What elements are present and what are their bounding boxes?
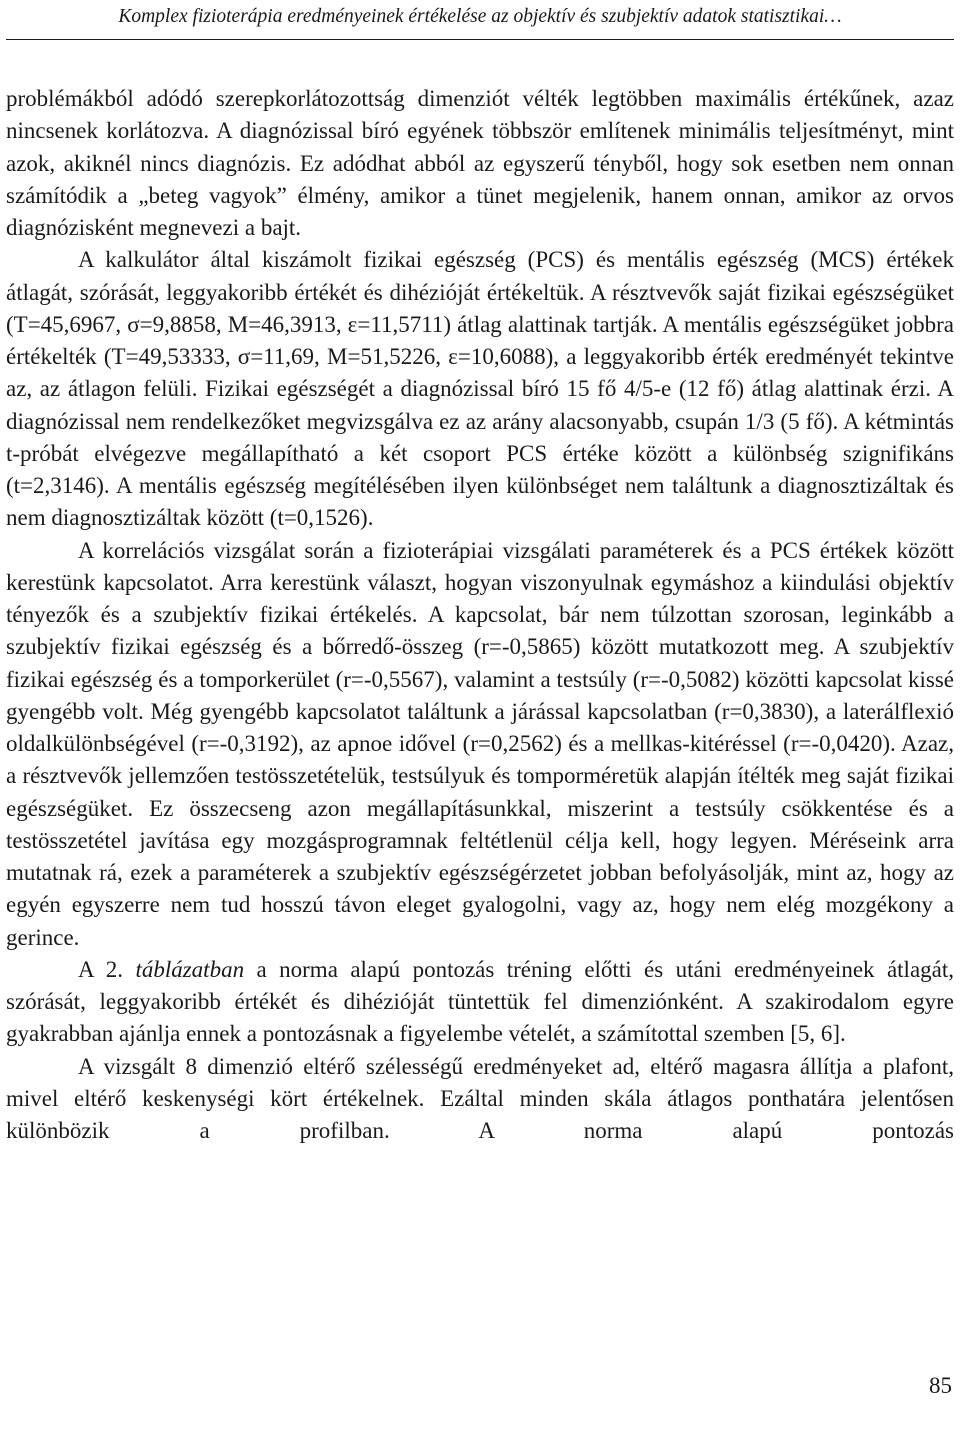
paragraph-4-lead: A 2. (78, 956, 136, 982)
paragraph-1: problémákból adódó szerepkorlátozottság dimenziót vélték legtöbben maximális értékűnek, azaz nincsenek korlátozva. A diagnózissal bíró egyének többször említenek minimális teljesítményt, mint azok, akiknél nincs diagnózis. Ez adódhat abból az egyszerű tényből, hogy sok esetben nem onnan számítódik a „beteg vagyok” élmény, amikor a tünet megjelenik, hanem onnan, amikor az orvos diagnózisként megnevezi a bajt. (6, 86, 954, 240)
paragraph-2: A kalkulátor által kiszámolt fizikai egészség (PCS) és mentális egészség (MCS) értékek átlagát, szórását, leggyakoribb értékét és dihézióját értékeltük. A résztvevők saját fizikai egészségüket (T=45,6967, σ=9,8858, M=46,3913, ε=11,5711) átlag alattinak tartják. A mentális egészségüket jobbra értékelték (T=49,53333, σ=11,69, M=51,5226, ε=10,6088), a leggyakoribb érték eredményét tekintve az, az átlagon felüli. Fizikai egészségét a diagnózissal bíró 15 fő 4/5-e (12 fő) átlag alattinak érzi. A diagnózissal nem rendelkezőket megvizsgálva ez az arány alacsonyabb, csupán 1/3 (5 fő). A kétmintás t-próbát elvégezve megállapítható a két csoport PCS értéke között a különbség szignifikáns (t=2,3146). A mentális egészség megítélésében ilyen különbséget nem találtunk a diagnosztizáltak és nem diagnosztizáltak között (t=0,1526). (6, 247, 954, 531)
paragraph-4-rest: a norma alapú pontozás tréning előtti és utáni eredményeinek átlagát, szórását, leggyakoribb értékét és dihézióját tüntettük fel dimenziónként. A szakirodalom egyre gyakrabban ajánlja ennek a pontozásnak a figyelembe vételét, a számítottal szemben [5, 6]. (6, 956, 954, 1047)
running-header: Komplex fizioterápia eredményeinek értékelése az objektív és szubjektív adatok statisztikai… (118, 6, 842, 27)
paragraph-4 (6, 954, 954, 1051)
table-reference: táblázatban (135, 956, 245, 982)
paragraph-5: A vizsgált 8 dimenzió eltérő szélességű eredményeket ad, eltérő magasra állítja a plafont, mivel eltérő keskenységi kört értékelnek. Ezáltal minden skála átlagos ponthatára jelentősen különbözik a profilban. A norma alapú pontozás (6, 1053, 954, 1143)
header-rule (6, 39, 954, 40)
page-number: 85 (929, 1373, 952, 1398)
paragraph-3: A korrelációs vizsgálat során a fizioterápiai vizsgálati paraméterek és a PCS értékek között kerestünk kapcsolatot. Arra kerestünk választ, hogyan viszonyulnak egymáshoz a kiindulási objektív tényezők és a szubjektív fizikai értékelés. A kapcsolat, bár nem túlzottan szorosan, leginkább a szubjektív fizikai egészség és a bőrredő-összeg (r=-0,5865) között mutatkozott meg. A szubjektív fizikai egészség és a tomporkerület (r=-0,5567), valamint a testsúly (r=-0,5082) közötti kapcsolat kissé gyengébb volt. Még gyengébb kapcsolatot találtunk a járással kapcsolatban (r=0,3830), a laterálflexió oldalkülönbségével (r=-0,3192), az apnoe idővel (r=0,2562) és a mellkas-kitéréssel (r=-0,0420). Azaz, a résztvevők jellemzően testösszetételük, testsúlyuk és tomporméretük alapján ítélték meg saját fizikai egészségüket. Ez összecseng azon megállapításunkkal, miszerint a testsúly csökkentése és a testösszetétel javítása egy mozgásprogramnak feltétlenül célja kell, hogy legyen. Méréseink arra mutatnak rá, ezek a paraméterek a szubjektív egészségérzetet jobban befolyásolják, mint az, hogy az egyén egyszerre nem tud hosszú távon eleget gyalogolni, vagy az, hogy nem elég mozgékony a gerince. (6, 537, 954, 950)
body-text (6, 83, 954, 1147)
